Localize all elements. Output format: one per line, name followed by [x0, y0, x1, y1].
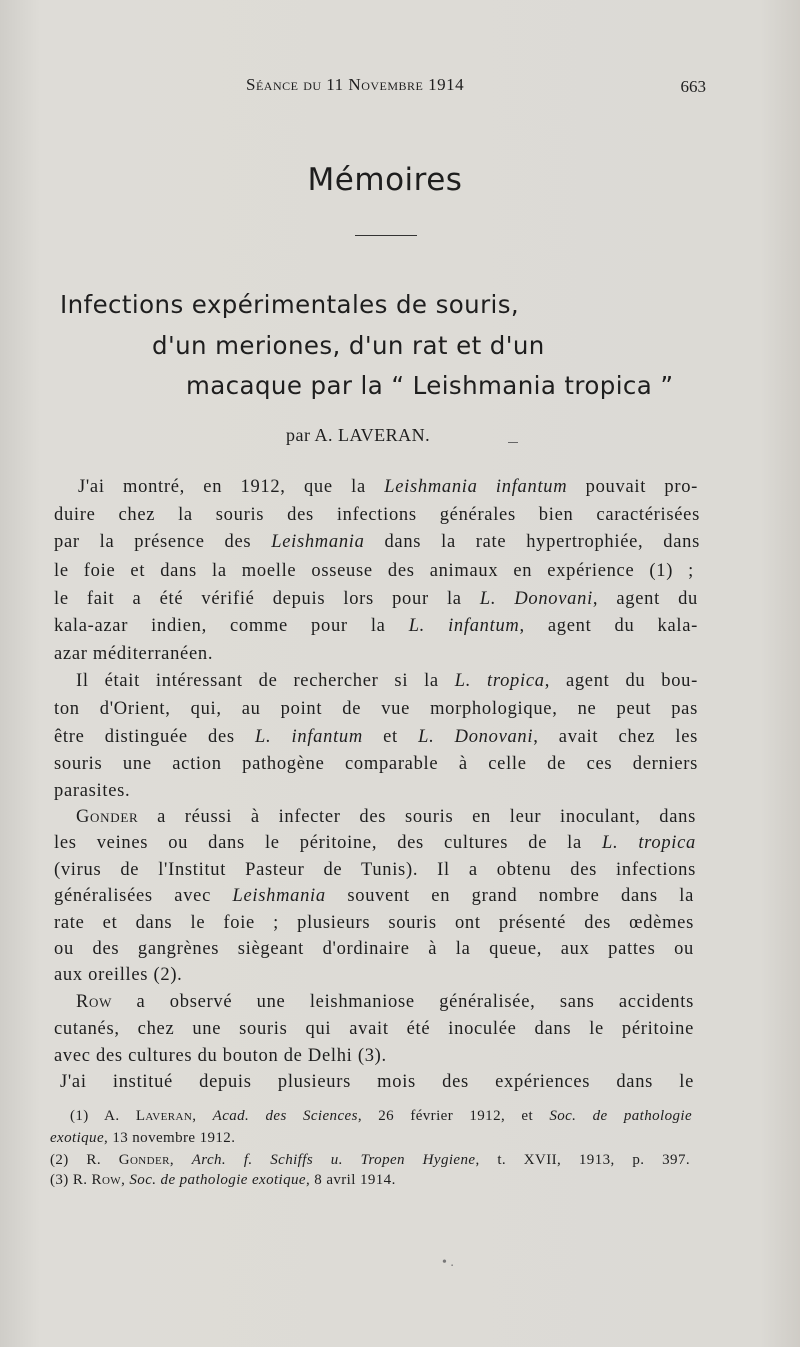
text-run: souvent en grand nombre dans la [325, 886, 694, 906]
text-run: duire chez la souris des infections générales bien caractérisées [54, 505, 700, 525]
text-run: (virus de l'Institut Pasteur de Tunis). Il a obtenu des infections [54, 860, 696, 880]
page-number: 663 [680, 77, 706, 96]
footnote-line [50, 1152, 690, 1169]
text-run: le foie et dans la moelle osseuse des animaux en expérience (1) ; [54, 561, 694, 581]
body-line [54, 506, 700, 525]
body-line [76, 672, 698, 691]
italic-run: Soc. de pathologie exotique [129, 1172, 306, 1188]
text-run: , t. XVII, 1913, p. 397. [475, 1152, 691, 1168]
bottom-mark: • . [442, 1255, 454, 1270]
body-line [54, 1020, 694, 1039]
text-run: avec des cultures du bouton de Delhi (3). [54, 1046, 387, 1066]
author-line: par A. LAVERAN. [286, 425, 431, 445]
body-line [54, 966, 183, 985]
small-caps-run: Laveran [135, 1108, 193, 1124]
body-line [54, 590, 698, 609]
text-run: souris une action pathogène comparable à celle de ces derniers [54, 754, 698, 774]
text-run: rate et dans le foie ; plusieurs souris ont présenté des œdèmes [54, 913, 694, 933]
body-line [54, 700, 698, 719]
text-run: (1) A. [70, 1108, 136, 1124]
body-line [54, 617, 698, 636]
text-run: kala-azar indien, comme pour la [54, 616, 409, 636]
text-run: généralisées avec [54, 886, 233, 906]
article-title-line-3: macaque par la “ Leishmania tropica ” [186, 371, 674, 400]
italic-run: Arch. f. Schiffs u. Tropen Hygiene [191, 1152, 476, 1168]
body-line [54, 914, 694, 933]
text-run: azar méditerranéen. [54, 644, 214, 664]
text-run: a observé une leishmaniose généralisée, sans accidents [112, 992, 694, 1012]
text-run: , 13 novembre 1912. [104, 1130, 236, 1146]
italic-run: L. infantum [255, 727, 363, 747]
text-run: , agent du [592, 589, 699, 609]
text-run: , agent du kala- [519, 616, 698, 636]
italic-run: Leishmania infantum [384, 477, 568, 497]
italic-run: L. tropica [601, 833, 696, 853]
footnote-line [70, 1108, 692, 1125]
article-title-line-1: Infections expérimentales de souris, [60, 290, 520, 319]
text-run: , avait chez les [533, 727, 699, 747]
running-head [246, 75, 464, 95]
text-run: le fait a été vérifié depuis lors pour la [54, 589, 480, 609]
body-line [54, 861, 696, 880]
italic-run: L. Donovani [479, 589, 593, 609]
small-caps-run: Row [91, 1172, 122, 1188]
small-caps-run: Row [76, 992, 113, 1012]
body-line [54, 887, 694, 906]
body-line [54, 755, 698, 774]
text-run: (2) R. [50, 1152, 119, 1168]
body-line [54, 1047, 387, 1066]
text-run: , agent du bou- [544, 671, 698, 691]
body-line [76, 808, 696, 827]
text-run: pouvait pro- [567, 477, 699, 497]
text-run: a réussi à infecter des souris en leur inoculant, dans [138, 807, 696, 827]
running-head-session: Séance du [246, 75, 322, 94]
italic-run: L. tropica [454, 671, 545, 691]
text-run: parasites. [54, 781, 131, 801]
author-dash [508, 442, 518, 443]
text-run: aux oreilles (2). [54, 965, 183, 985]
body-line [54, 940, 694, 959]
text-run: Il était intéressant de rechercher si la [76, 671, 455, 691]
text-run: les veines ou dans le péritoine, des cultures de la [54, 833, 602, 853]
italic-run: Leishmania [232, 886, 326, 906]
italic-run: exotique [50, 1130, 105, 1146]
running-head-date: 11 Novembre 1914 [326, 75, 465, 94]
italic-run: L. infantum [408, 616, 520, 636]
text-run: ton d'Orient, qui, au point de vue morphologique, ne peut pas [54, 699, 698, 719]
footnote-line [50, 1172, 396, 1189]
italic-run: Leishmania [271, 532, 365, 552]
italic-run: L. Donovani [418, 727, 534, 747]
small-caps-run: Gonder [118, 1152, 170, 1168]
text-run: (3) R. [50, 1172, 92, 1188]
text-run: J'ai montré, en 1912, que la [78, 477, 385, 497]
text-run: , 26 février 1912, et [357, 1108, 550, 1124]
small-caps-run: Gonder [76, 807, 139, 827]
text-run: ou des gangrènes siègeant d'ordinaire à la queue, aux pattes ou [54, 939, 694, 959]
text-run: , [121, 1172, 130, 1188]
text-run: par la présence des [54, 532, 272, 552]
body-line [54, 834, 696, 853]
text-run: et [362, 727, 419, 747]
body-line [54, 645, 213, 664]
body-line [60, 1073, 694, 1092]
text-run: J'ai institué depuis plusieurs mois des expériences dans le [60, 1072, 694, 1092]
body-line [54, 562, 694, 581]
text-run: , [169, 1152, 192, 1168]
body-line [54, 533, 700, 552]
body-line [54, 782, 130, 801]
body-line [54, 728, 698, 747]
section-title: Mémoires [307, 162, 463, 198]
article-title-line-2: d'un meriones, d'un rat et d'un [152, 331, 545, 360]
body-line [78, 478, 698, 497]
text-run: cutanés, chez une souris qui avait été inoculée dans le péritoine [54, 1019, 694, 1039]
body-line [76, 993, 694, 1012]
section-rule [355, 235, 417, 236]
text-run: être distinguée des [54, 727, 255, 747]
italic-run: Soc. de pathologie [549, 1108, 692, 1124]
footnote-line [50, 1130, 235, 1147]
text-run: dans la rate hypertrophiée, dans [364, 532, 701, 552]
text-run: , [192, 1108, 213, 1124]
italic-run: Acad. des Sciences [212, 1108, 358, 1124]
text-run: , 8 avril 1914. [305, 1172, 396, 1188]
